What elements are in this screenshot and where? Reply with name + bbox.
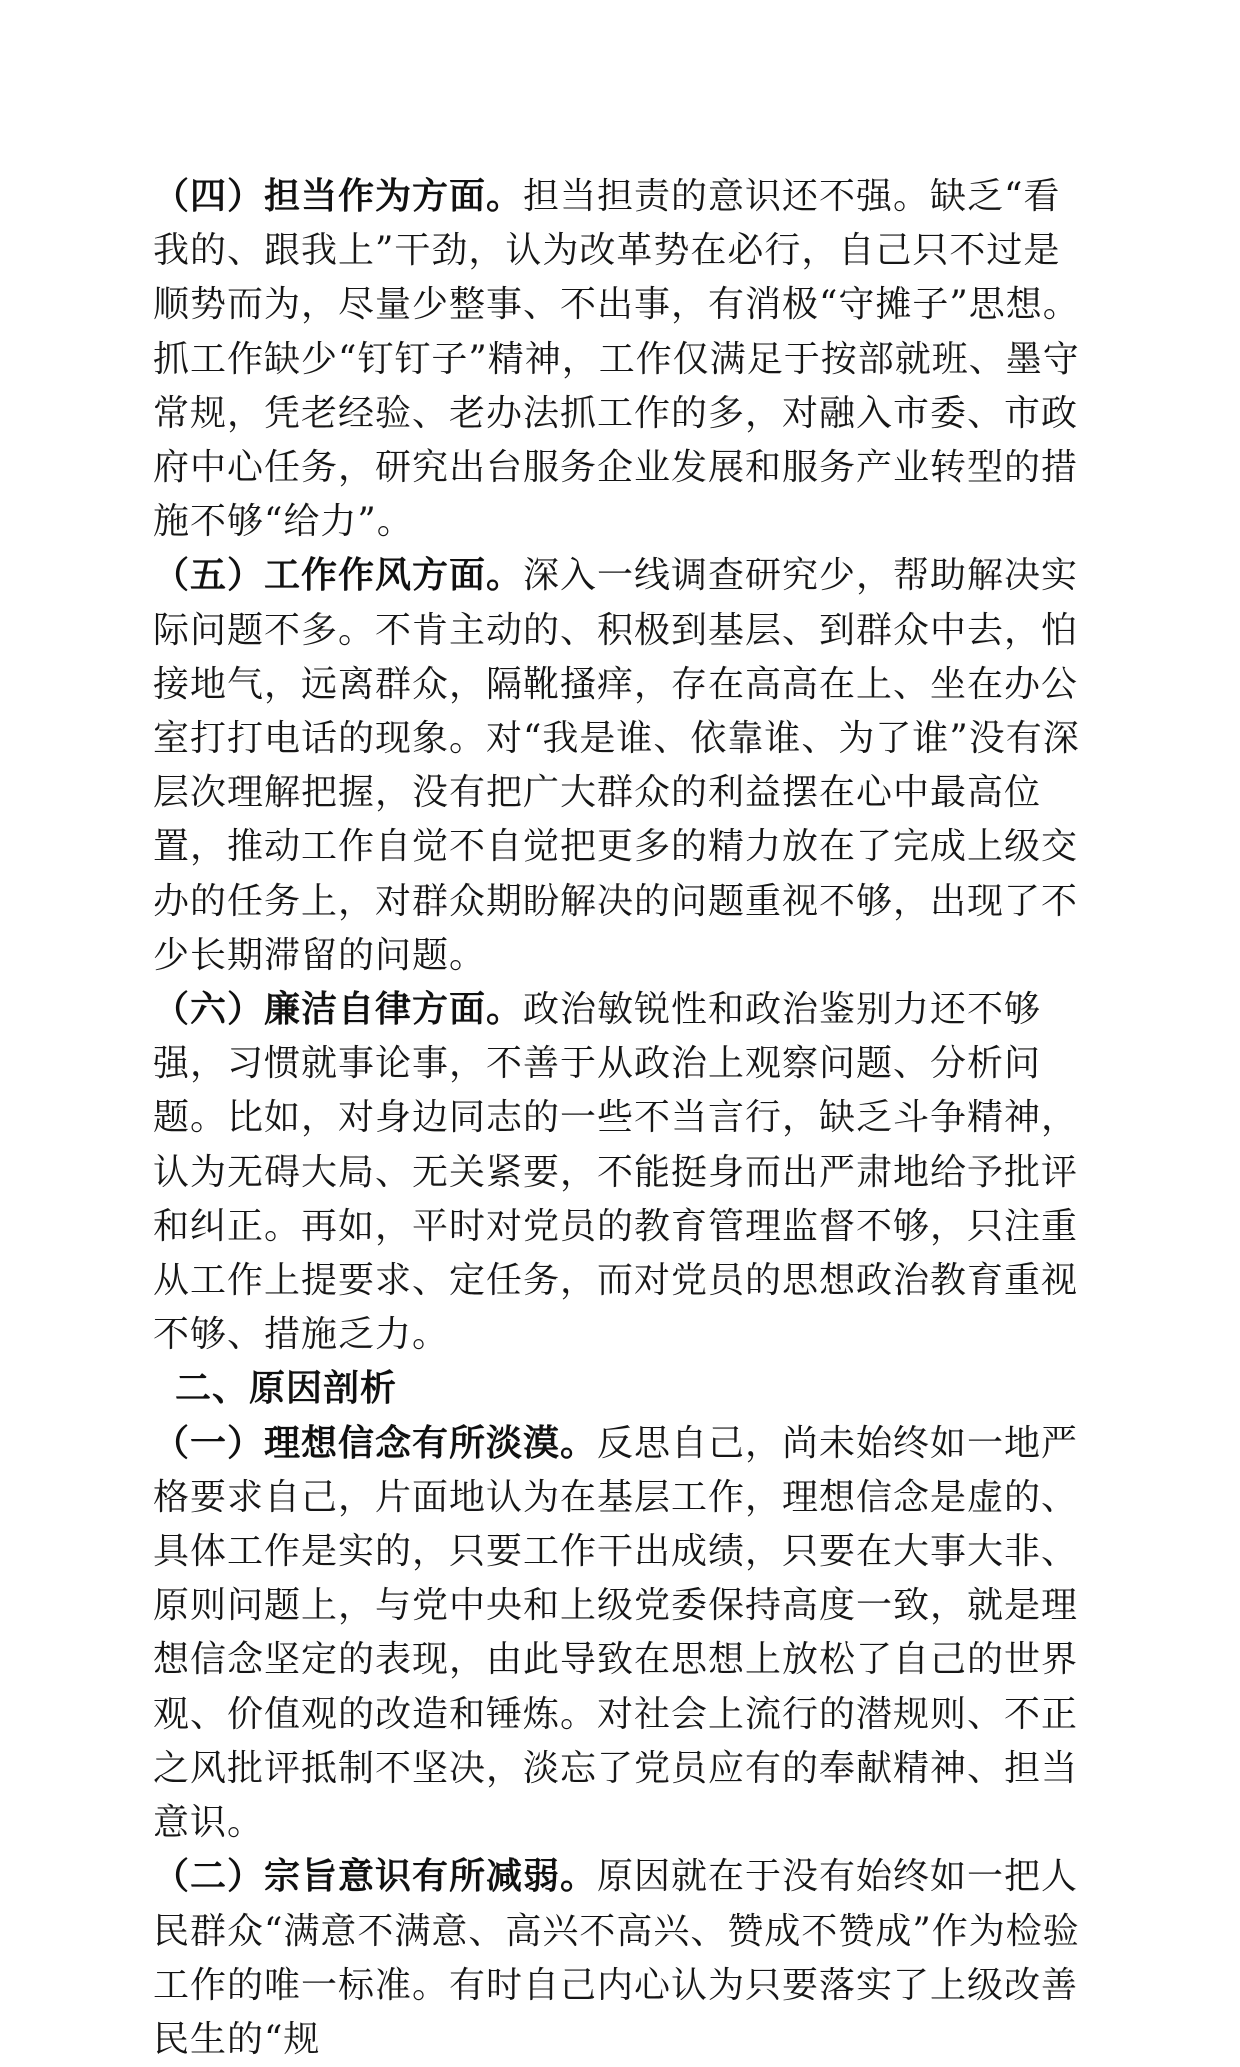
paragraph-2-purpose xyxy=(153,1850,1083,2067)
paragraph-lead: （五）工作作风方面。 xyxy=(153,555,524,597)
paragraph-lead: （一）理想信念有所淡漠。 xyxy=(153,1422,598,1464)
document-body xyxy=(153,170,1083,2067)
paragraph-text: 原因就在于没有始终如一把人民群众“满意不满意、高兴不高兴、赞成不赞成”作为检验工作的唯一标准。有时自己内心认为只要落实了上级改善民生的“规 xyxy=(153,1856,1080,2060)
paragraph-text: 深入一线调查研究少，帮助解决实际问题不多。不肯主动的、积极到基层、到群众中去，怕接地气，远离群众，隔靴搔痒，存在高高在上、坐在办公室打打电话的现象。对“我是谁、依靠谁、为了谁”没有深层次理解把握，没有把广大群众的利益摆在心中最高位置，推动工作自觉不自觉把更多的精力放在了完成上级交办的任务上，对群众期盼解决的问题重视不够，出现了不少长期滞留的问题。 xyxy=(153,555,1080,976)
paragraph-text: 担当担责的意识还不强。缺乏“看我的、跟我上”干劲，认为改革势在必行，自己只不过是顺势而为，尽量少整事、不出事，有消极“守摊子”思想。抓工作缺少“钉钉子”精神，工作仅满足于按部就班、墨守常规，凭老经验、老办法抓工作的多，对融入市委、市政府中心任务，研究出台服务企业发展和服务产业转型的措施不够“给力”。 xyxy=(153,176,1080,543)
paragraph-lead: （二）宗旨意识有所减弱。 xyxy=(153,1856,598,1898)
paragraph-6-integrity xyxy=(153,983,1083,1362)
paragraph-4-responsibility xyxy=(153,170,1083,549)
paragraph-lead: （六）廉洁自律方面。 xyxy=(153,989,524,1031)
paragraph-text: 反思自己，尚未始终如一地严格要求自己，片面地认为在基层工作，理想信念是虚的、具体工作是实的，只要工作干出成绩，只要在大事大非、原则问题上，与党中央和上级党委保持高度一致，就是理想信念坚定的表现，由此导致在思想上放松了自己的世界观、价值观的改造和锤炼。对社会上流行的潜规则、不正之风批评抵制不坚决，淡忘了党员应有的奉献精神、担当意识。 xyxy=(153,1422,1079,1844)
paragraph-text: 政治敏锐性和政治鉴别力还不够强，习惯就事论事，不善于从政治上观察问题、分析问题。比如，对身边同志的一些不当言行，缺乏斗争精神，认为无碍大局、无关紧要，不能挺身而出严肃地给予批评和纠正。再如，平时对党员的教育管理监督不够，只注重从工作上提要求、定任务，而对党员的思想政治教育重视不够、措施乏力。 xyxy=(153,989,1079,1356)
paragraph-5-work-style xyxy=(153,549,1083,983)
section-heading: 二、原因剖析 xyxy=(175,1368,398,1410)
paragraph-1-ideals xyxy=(153,1417,1083,1851)
paragraph-lead: （四）担当作为方面。 xyxy=(153,176,524,217)
